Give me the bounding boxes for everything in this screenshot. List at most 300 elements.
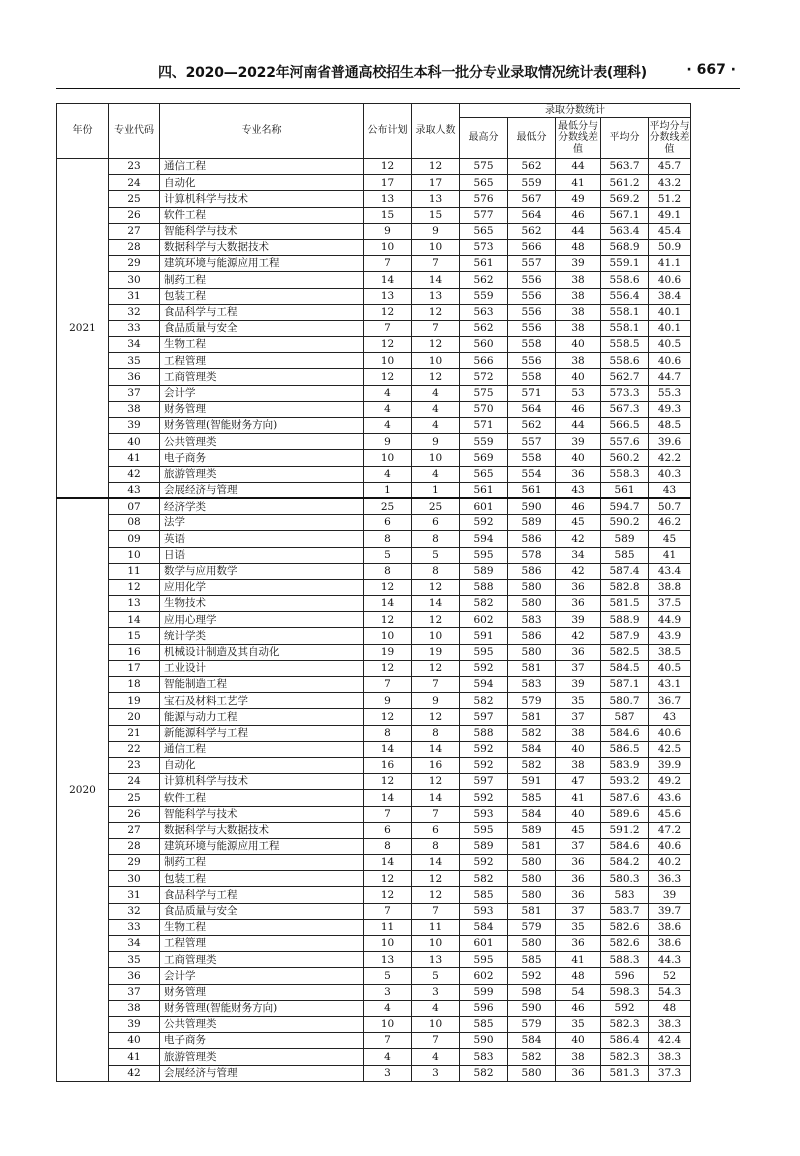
admitted-cell: 10 — [412, 239, 460, 255]
plan-cell: 12 — [364, 304, 412, 320]
max-cell: 595 — [460, 822, 508, 838]
admitted-cell: 3 — [412, 984, 460, 1000]
avg-cell: 581.5 — [601, 596, 649, 612]
code-cell: 35 — [109, 952, 160, 968]
name-cell: 食品科学与工程 — [160, 887, 364, 903]
max-cell: 583 — [460, 1049, 508, 1065]
col-code-header: 专业代码 — [109, 104, 160, 159]
max-cell: 582 — [460, 596, 508, 612]
avg-diff-cell: 40.1 — [649, 304, 691, 320]
table-row — [57, 369, 691, 385]
min-cell: 562 — [508, 418, 556, 434]
avg-cell: 583.9 — [601, 757, 649, 773]
avg-cell: 598.3 — [601, 984, 649, 1000]
name-cell: 数据科学与大数据技术 — [160, 822, 364, 838]
avg-diff-cell: 45.6 — [649, 806, 691, 822]
plan-cell: 12 — [364, 660, 412, 676]
min-cell: 567 — [508, 191, 556, 207]
admitted-cell: 19 — [412, 644, 460, 660]
avg-cell: 584.2 — [601, 855, 649, 871]
plan-cell: 14 — [364, 272, 412, 288]
table-row — [57, 936, 691, 952]
min-diff-cell: 36 — [556, 855, 601, 871]
plan-cell: 10 — [364, 1016, 412, 1032]
table-row — [57, 385, 691, 401]
avg-cell: 582.6 — [601, 936, 649, 952]
avg-diff-cell: 41 — [649, 547, 691, 563]
avg-diff-cell: 40.1 — [649, 320, 691, 336]
code-cell: 28 — [109, 239, 160, 255]
code-cell: 38 — [109, 401, 160, 417]
header-rule — [56, 88, 740, 89]
admitted-cell: 13 — [412, 191, 460, 207]
plan-cell: 3 — [364, 1065, 412, 1081]
admitted-cell: 5 — [412, 547, 460, 563]
code-cell: 34 — [109, 936, 160, 952]
code-cell: 08 — [109, 515, 160, 531]
code-cell: 28 — [109, 838, 160, 854]
name-cell: 统计学类 — [160, 628, 364, 644]
admitted-cell: 8 — [412, 838, 460, 854]
max-cell: 570 — [460, 401, 508, 417]
avg-diff-cell: 44.3 — [649, 952, 691, 968]
min-cell: 557 — [508, 256, 556, 272]
plan-cell: 12 — [364, 709, 412, 725]
max-cell: 571 — [460, 418, 508, 434]
avg-cell: 583 — [601, 887, 649, 903]
table-row — [57, 223, 691, 239]
min-diff-cell: 46 — [556, 1000, 601, 1016]
min-diff-cell: 38 — [556, 757, 601, 773]
name-cell: 日语 — [160, 547, 364, 563]
avg-diff-cell: 38.4 — [649, 288, 691, 304]
code-cell: 41 — [109, 450, 160, 466]
name-cell: 计算机科学与技术 — [160, 774, 364, 790]
admitted-cell: 8 — [412, 531, 460, 547]
code-cell: 25 — [109, 790, 160, 806]
min-diff-cell: 44 — [556, 223, 601, 239]
name-cell: 制药工程 — [160, 272, 364, 288]
avg-diff-cell: 54.3 — [649, 984, 691, 1000]
avg-cell: 589 — [601, 531, 649, 547]
code-cell: 34 — [109, 337, 160, 353]
avg-diff-cell: 48.5 — [649, 418, 691, 434]
min-cell: 581 — [508, 903, 556, 919]
name-cell: 通信工程 — [160, 159, 364, 175]
name-cell: 财务管理 — [160, 984, 364, 1000]
code-cell: 24 — [109, 774, 160, 790]
min-cell: 590 — [508, 498, 556, 514]
table-row — [57, 288, 691, 304]
admitted-cell: 8 — [412, 725, 460, 741]
table-row — [57, 353, 691, 369]
plan-cell: 7 — [364, 256, 412, 272]
plan-cell: 17 — [364, 175, 412, 191]
code-cell: 17 — [109, 660, 160, 676]
table-row — [57, 175, 691, 191]
admitted-cell: 9 — [412, 693, 460, 709]
min-cell: 557 — [508, 434, 556, 450]
plan-cell: 7 — [364, 1033, 412, 1049]
table-row — [57, 401, 691, 417]
plan-cell: 13 — [364, 952, 412, 968]
avg-cell: 567.1 — [601, 207, 649, 223]
min-cell: 582 — [508, 1049, 556, 1065]
min-diff-cell: 42 — [556, 628, 601, 644]
min-cell: 558 — [508, 450, 556, 466]
max-cell: 592 — [460, 855, 508, 871]
avg-cell: 581.3 — [601, 1065, 649, 1081]
avg-cell: 586.4 — [601, 1033, 649, 1049]
plan-cell: 8 — [364, 563, 412, 579]
admitted-cell: 7 — [412, 256, 460, 272]
max-cell: 588 — [460, 725, 508, 741]
max-cell: 594 — [460, 677, 508, 693]
min-cell: 589 — [508, 822, 556, 838]
min-cell: 556 — [508, 304, 556, 320]
name-cell: 包装工程 — [160, 288, 364, 304]
code-cell: 18 — [109, 677, 160, 693]
min-diff-cell: 46 — [556, 207, 601, 223]
name-cell: 建筑环境与能源应用工程 — [160, 838, 364, 854]
table-row — [57, 871, 691, 887]
max-cell: 601 — [460, 498, 508, 514]
min-cell: 564 — [508, 207, 556, 223]
min-diff-cell: 40 — [556, 337, 601, 353]
min-diff-cell: 36 — [556, 871, 601, 887]
avg-diff-cell: 38.6 — [649, 919, 691, 935]
plan-cell: 6 — [364, 515, 412, 531]
avg-cell: 563.4 — [601, 223, 649, 239]
admitted-cell: 4 — [412, 418, 460, 434]
code-cell: 22 — [109, 741, 160, 757]
name-cell: 会展经济与管理 — [160, 1065, 364, 1081]
max-cell: 592 — [460, 790, 508, 806]
max-cell: 575 — [460, 159, 508, 175]
min-cell: 580 — [508, 644, 556, 660]
avg-cell: 559.1 — [601, 256, 649, 272]
avg-cell: 580.7 — [601, 693, 649, 709]
avg-cell: 567.3 — [601, 401, 649, 417]
plan-cell: 10 — [364, 936, 412, 952]
avg-diff-cell: 39 — [649, 887, 691, 903]
name-cell: 会计学 — [160, 968, 364, 984]
avg-cell: 585 — [601, 547, 649, 563]
avg-diff-cell: 40.5 — [649, 660, 691, 676]
max-cell: 592 — [460, 515, 508, 531]
max-cell: 561 — [460, 256, 508, 272]
min-cell: 590 — [508, 1000, 556, 1016]
plan-cell: 7 — [364, 677, 412, 693]
name-cell: 工业设计 — [160, 660, 364, 676]
name-cell: 旅游管理类 — [160, 466, 364, 482]
code-cell: 33 — [109, 320, 160, 336]
name-cell: 财务管理 — [160, 401, 364, 417]
min-cell: 580 — [508, 855, 556, 871]
name-cell: 包装工程 — [160, 871, 364, 887]
plan-cell: 19 — [364, 644, 412, 660]
avg-diff-cell: 49.3 — [649, 401, 691, 417]
avg-diff-cell: 36.7 — [649, 693, 691, 709]
avg-diff-cell: 47.2 — [649, 822, 691, 838]
table-row — [57, 1033, 691, 1049]
min-diff-cell: 44 — [556, 418, 601, 434]
max-cell: 560 — [460, 337, 508, 353]
name-cell: 食品质量与安全 — [160, 903, 364, 919]
avg-diff-cell: 55.3 — [649, 385, 691, 401]
max-cell: 585 — [460, 887, 508, 903]
min-diff-cell: 36 — [556, 644, 601, 660]
max-cell: 601 — [460, 936, 508, 952]
code-cell: 42 — [109, 1065, 160, 1081]
avg-cell: 587 — [601, 709, 649, 725]
code-cell: 31 — [109, 887, 160, 903]
min-diff-cell: 42 — [556, 563, 601, 579]
page-number: · 667 · — [686, 62, 736, 78]
table-row — [57, 531, 691, 547]
avg-diff-cell: 43.2 — [649, 175, 691, 191]
admitted-cell: 7 — [412, 903, 460, 919]
min-diff-cell: 35 — [556, 919, 601, 935]
avg-cell: 589.6 — [601, 806, 649, 822]
col-min-header: 最低分 — [508, 118, 556, 159]
avg-diff-cell: 46.2 — [649, 515, 691, 531]
admitted-cell: 14 — [412, 790, 460, 806]
table-row — [57, 612, 691, 628]
min-diff-cell: 37 — [556, 660, 601, 676]
min-cell: 561 — [508, 482, 556, 498]
table-row — [57, 919, 691, 935]
avg-cell: 584.6 — [601, 838, 649, 854]
code-cell: 07 — [109, 498, 160, 514]
avg-diff-cell: 40.6 — [649, 838, 691, 854]
table-row — [57, 1049, 691, 1065]
min-diff-cell: 35 — [556, 693, 601, 709]
table-row — [57, 984, 691, 1000]
avg-diff-cell: 43 — [649, 482, 691, 498]
min-cell: 582 — [508, 757, 556, 773]
min-diff-cell: 38 — [556, 304, 601, 320]
max-cell: 582 — [460, 871, 508, 887]
table-row — [57, 757, 691, 773]
plan-cell: 7 — [364, 903, 412, 919]
code-cell: 24 — [109, 175, 160, 191]
min-diff-cell: 41 — [556, 790, 601, 806]
avg-diff-cell: 37.5 — [649, 596, 691, 612]
avg-diff-cell: 45 — [649, 531, 691, 547]
table-row — [57, 498, 691, 514]
score-group-header: 录取分数统计 — [460, 104, 691, 118]
name-cell: 软件工程 — [160, 207, 364, 223]
admitted-cell: 14 — [412, 272, 460, 288]
avg-cell: 584.6 — [601, 725, 649, 741]
admitted-cell: 12 — [412, 871, 460, 887]
max-cell: 597 — [460, 774, 508, 790]
admitted-cell: 25 — [412, 498, 460, 514]
table-row — [57, 677, 691, 693]
code-cell: 29 — [109, 855, 160, 871]
avg-diff-cell: 41.1 — [649, 256, 691, 272]
avg-diff-cell: 38.5 — [649, 644, 691, 660]
min-diff-cell: 49 — [556, 191, 601, 207]
name-cell: 计算机科学与技术 — [160, 191, 364, 207]
name-cell: 生物工程 — [160, 919, 364, 935]
min-cell: 585 — [508, 952, 556, 968]
plan-cell: 8 — [364, 725, 412, 741]
code-cell: 11 — [109, 563, 160, 579]
col-avg-diff-header: 平均分与分数线差值 — [649, 118, 691, 159]
min-cell: 580 — [508, 1065, 556, 1081]
plan-cell: 4 — [364, 385, 412, 401]
max-cell: 573 — [460, 239, 508, 255]
avg-diff-cell: 44.7 — [649, 369, 691, 385]
table-row — [57, 320, 691, 336]
col-min-diff-header: 最低分与分数线差值 — [556, 118, 601, 159]
max-cell: 584 — [460, 919, 508, 935]
plan-cell: 12 — [364, 871, 412, 887]
avg-cell: 568.9 — [601, 239, 649, 255]
name-cell: 旅游管理类 — [160, 1049, 364, 1065]
min-cell: 566 — [508, 239, 556, 255]
admitted-cell: 12 — [412, 660, 460, 676]
code-cell: 37 — [109, 984, 160, 1000]
min-cell: 598 — [508, 984, 556, 1000]
code-cell: 29 — [109, 256, 160, 272]
name-cell: 经济学类 — [160, 498, 364, 514]
table-row — [57, 903, 691, 919]
plan-cell: 14 — [364, 790, 412, 806]
min-diff-cell: 43 — [556, 482, 601, 498]
admitted-cell: 12 — [412, 887, 460, 903]
min-cell: 579 — [508, 1016, 556, 1032]
plan-cell: 12 — [364, 369, 412, 385]
max-cell: 592 — [460, 660, 508, 676]
min-cell: 559 — [508, 175, 556, 191]
table-row — [57, 1000, 691, 1016]
name-cell: 生物工程 — [160, 337, 364, 353]
min-diff-cell: 40 — [556, 450, 601, 466]
admitted-cell: 14 — [412, 741, 460, 757]
table-row — [57, 434, 691, 450]
table-row — [57, 806, 691, 822]
col-name-header: 专业名称 — [160, 104, 364, 159]
avg-cell: 558.5 — [601, 337, 649, 353]
min-cell: 581 — [508, 709, 556, 725]
plan-cell: 12 — [364, 159, 412, 175]
avg-diff-cell: 43.6 — [649, 790, 691, 806]
admitted-cell: 12 — [412, 709, 460, 725]
avg-cell: 587.4 — [601, 563, 649, 579]
col-max-header: 最高分 — [460, 118, 508, 159]
avg-diff-cell: 42.4 — [649, 1033, 691, 1049]
min-diff-cell: 53 — [556, 385, 601, 401]
avg-diff-cell: 45.4 — [649, 223, 691, 239]
min-cell: 571 — [508, 385, 556, 401]
min-diff-cell: 45 — [556, 822, 601, 838]
table-row — [57, 887, 691, 903]
plan-cell: 10 — [364, 239, 412, 255]
admitted-cell: 4 — [412, 466, 460, 482]
code-cell: 20 — [109, 709, 160, 725]
max-cell: 597 — [460, 709, 508, 725]
min-cell: 558 — [508, 337, 556, 353]
code-cell: 21 — [109, 725, 160, 741]
avg-diff-cell: 40.3 — [649, 466, 691, 482]
name-cell: 软件工程 — [160, 790, 364, 806]
max-cell: 565 — [460, 175, 508, 191]
code-cell: 25 — [109, 191, 160, 207]
avg-cell: 587.9 — [601, 628, 649, 644]
admitted-cell: 16 — [412, 757, 460, 773]
max-cell: 582 — [460, 1065, 508, 1081]
max-cell: 566 — [460, 353, 508, 369]
name-cell: 财务管理(智能财务方向) — [160, 418, 364, 434]
min-cell: 580 — [508, 579, 556, 595]
admitted-cell: 6 — [412, 822, 460, 838]
table-row — [57, 790, 691, 806]
code-cell: 43 — [109, 482, 160, 498]
avg-cell: 582.3 — [601, 1016, 649, 1032]
avg-diff-cell: 45.7 — [649, 159, 691, 175]
table-row — [57, 774, 691, 790]
admitted-cell: 10 — [412, 353, 460, 369]
code-cell: 32 — [109, 903, 160, 919]
max-cell: 592 — [460, 757, 508, 773]
code-cell: 38 — [109, 1000, 160, 1016]
admitted-cell: 6 — [412, 515, 460, 531]
avg-cell: 586.5 — [601, 741, 649, 757]
table-body — [57, 159, 691, 1082]
code-cell: 23 — [109, 757, 160, 773]
avg-cell: 558.1 — [601, 304, 649, 320]
plan-cell: 4 — [364, 401, 412, 417]
name-cell: 工程管理 — [160, 353, 364, 369]
max-cell: 591 — [460, 628, 508, 644]
plan-cell: 12 — [364, 579, 412, 595]
plan-cell: 6 — [364, 822, 412, 838]
page-title: 四、2020—2022年河南省普通高校招生本科一批分专业录取情况统计表(理科) — [158, 65, 647, 81]
max-cell: 563 — [460, 304, 508, 320]
min-cell: 584 — [508, 806, 556, 822]
name-cell: 自动化 — [160, 175, 364, 191]
plan-cell: 12 — [364, 887, 412, 903]
min-cell: 586 — [508, 531, 556, 547]
min-diff-cell: 39 — [556, 612, 601, 628]
admitted-cell: 11 — [412, 919, 460, 935]
code-cell: 30 — [109, 871, 160, 887]
avg-cell: 587.1 — [601, 677, 649, 693]
avg-cell: 582.3 — [601, 1049, 649, 1065]
min-cell: 589 — [508, 515, 556, 531]
avg-cell: 588.9 — [601, 612, 649, 628]
admitted-cell: 7 — [412, 806, 460, 822]
table-row — [57, 466, 691, 482]
avg-cell: 594.7 — [601, 498, 649, 514]
plan-cell: 10 — [364, 450, 412, 466]
table-row — [57, 418, 691, 434]
name-cell: 自动化 — [160, 757, 364, 773]
admitted-cell: 12 — [412, 612, 460, 628]
max-cell: 593 — [460, 806, 508, 822]
min-diff-cell: 39 — [556, 256, 601, 272]
admitted-cell: 4 — [412, 401, 460, 417]
admitted-cell: 9 — [412, 434, 460, 450]
min-diff-cell: 40 — [556, 741, 601, 757]
plan-cell: 7 — [364, 806, 412, 822]
max-cell: 565 — [460, 466, 508, 482]
avg-diff-cell: 51.2 — [649, 191, 691, 207]
code-cell: 12 — [109, 579, 160, 595]
